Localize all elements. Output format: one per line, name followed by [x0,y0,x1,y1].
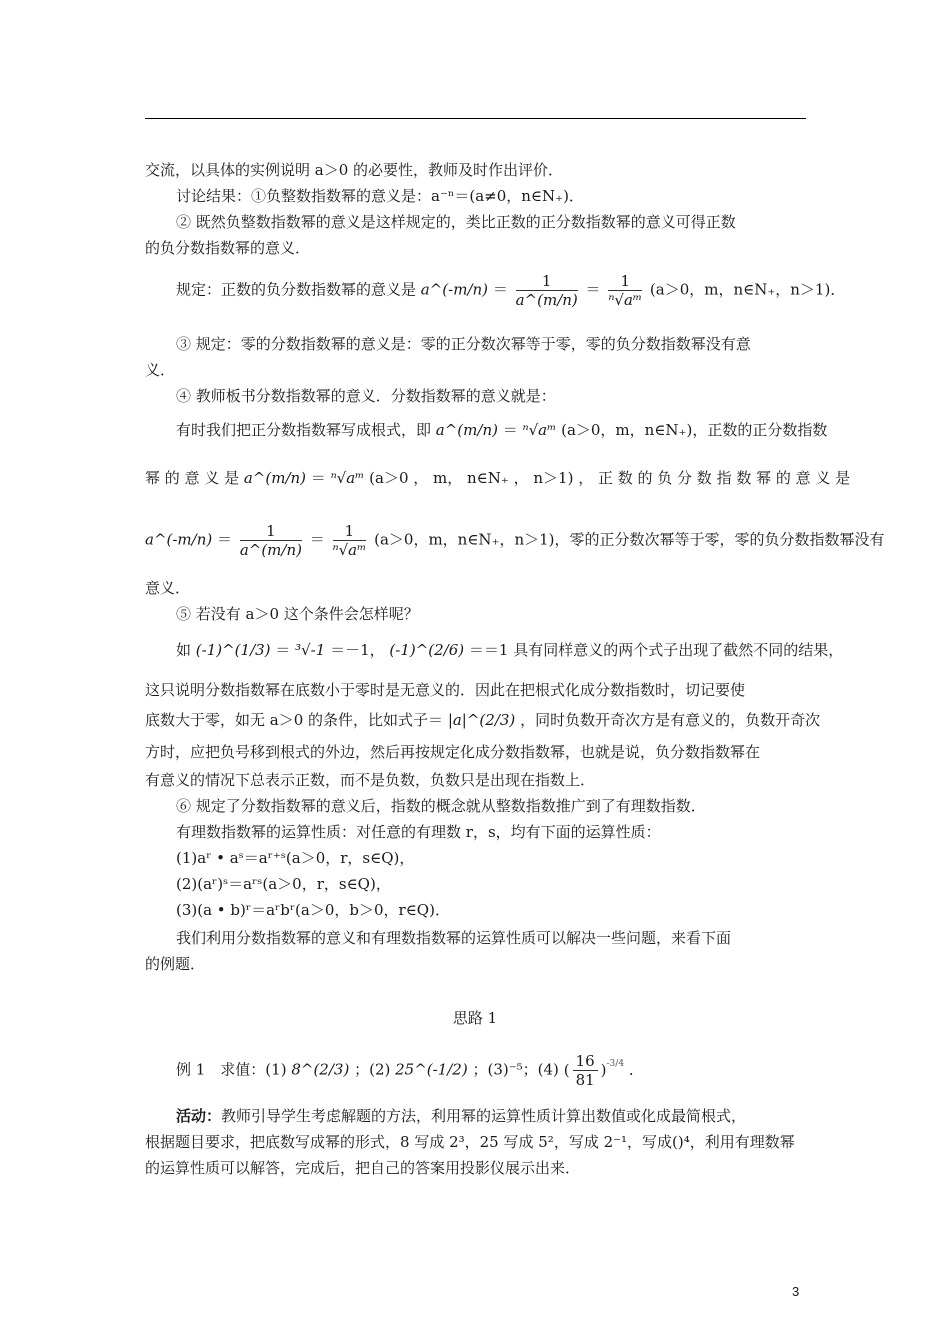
text-line: ⑥ 规定了分数指数幂的意义后，指数的概念就从整数指数推广到了有理数指数． [176,797,706,815]
paren-fraction: ( $\frac{16}{81}$ )$^{-3/4}$ [563,1052,625,1089]
text-segment: 如 [176,641,192,659]
text-segment: 幂 的 意 义 是 [145,469,240,487]
fraction-denominator: a^(m/n) [239,541,302,559]
text-line: 这只说明分数指数幂在底数小于零时是无意义的．因此在把根式化成分数指数时，切记要使 [145,681,746,699]
text-segment: ；(2) [354,1060,391,1079]
fraction-numerator: 1 [608,272,642,291]
formula-line-root-form [176,420,827,440]
text-segment: 规定：正数的负分数指数幂的意义是 [176,280,417,299]
text-line: ② 既然负整数指数幂的意义是这样规定的，类比正数的正分数指数幂的意义可得正数 [176,213,736,231]
text-line: 有意义的情况下总表示正数，而不是负数，负数只是出现在指数上． [145,771,596,789]
math-eq: ＝ [502,421,518,439]
section-heading: 思路 1 [452,1009,498,1027]
math-a-mn: a^(m/n) [435,421,498,439]
math-root3: ³√-1 [295,641,326,659]
page-number: 3 [792,1284,800,1299]
math-eq: ＝ [275,641,291,659]
activity-label: 活动： [176,1107,222,1125]
math-eq: ＝ [310,469,326,487]
fraction [516,272,578,309]
text-segment: 例 1 求值：(1) [176,1060,287,1079]
text-segment: 教师引导学生考虑解题的方法，利用幂的运算性质计算出数值或化成最简根式， [221,1107,747,1125]
text-segment: (a＞0，m，n∈N₊，n＞1)． [649,280,846,299]
formula-line-example-1 [176,1052,644,1089]
text-line: ③ 规定：零的分数指数幂的意义是：零的正分数次幂等于零，零的负分数指数幂没有意 [176,335,751,353]
fraction-denominator: 81 [575,1071,595,1089]
math-neg-def: a^(-m/n) [420,280,489,299]
text-segment: ． [628,1060,644,1079]
formula-line-negative-def [145,522,885,559]
math-root: ⁿ√aᵐ [330,469,365,487]
math-e1: 8^(2/3) [291,1060,350,1079]
math-neg-def: a^(-m/n) [145,530,213,549]
math-root: ⁿ√aᵐ [522,421,557,439]
text-segment: ，同时负数开奇次方是有意义的，负数开奇次 [520,711,821,729]
text-segment: (a＞0 ， m， n∈N₊ ， n＞1) ， 正 数 的 负 分 数 指 数 幂 的 意 义 是 [369,469,851,487]
fraction-denominator: ⁿ√aᵐ [332,541,367,559]
math-cube: (-1)^(1/3) [195,641,271,659]
text-line: 交流，以具体的实例说明 a＞0 的必要性，教师及时作出评价． [145,161,564,179]
formula-line-abs [145,710,820,730]
fraction-denominator: ⁿ√aᵐ [608,291,643,309]
formula-line-negative-exponent [176,272,845,309]
formula-line-positive-def [145,468,850,488]
text-segment: ；(3)⁻⁵；(4) [472,1060,559,1079]
text-segment: 底数大于零，如无 a＞0 的条件，比如式子＝ [145,711,444,729]
fraction-numerator: 1 [240,522,302,541]
fraction-denominator: a^(m/n) [515,291,578,309]
exponent: -3/4 [606,1058,625,1069]
math-e2: 25^(-1/2) [395,1060,468,1079]
text-line: 根据题目要求，把底数写成幂的形式，8 写成 2³，25 写成 5²，写成 2⁻¹，写成()⁴，利用有理数幂 [145,1133,795,1151]
text-line: 我们利用分数指数幂的意义和有理数指数幂的运算性质可以解决一些问题，来看下面 [176,929,732,947]
math-eq: ＝ [585,280,601,299]
text-segment: 有时我们把正分数指数幂写成根式，即 [176,421,432,439]
math-a-mn: a^(m/n) [243,469,307,487]
fraction [608,272,642,309]
text-line: (2)(aʳ)ˢ＝aʳˢ(a＞0，r，s∈Q)， [176,875,391,893]
fraction [240,522,302,559]
text-line: 有理数指数幂的运算性质：对任意的有理数 r，s，均有下面的运算性质： [176,823,661,841]
text-line: 讨论结果：①负整数指数幂的意义是：a⁻ⁿ＝(a≠0，n∈N₊)． [176,187,584,205]
text-segment: (a＞0，m，n∈N₊，n＞1)，零的正分数次幂等于零，零的负分数指数幂没有 [374,530,885,549]
text-line: (3)(a • b)ʳ＝aʳbʳ(a＞0，b＞0，r∈Q)． [176,901,450,919]
formula-line-example-negative-base [176,640,843,660]
fraction [573,1052,598,1089]
text-line: ④ 教师板书分数指数幂的意义．分数指数幂的意义就是： [176,387,556,405]
math-eq: ＝ [309,530,325,549]
math-eq: ＝ [492,280,508,299]
text-line: (1)aʳ • aˢ＝aʳ⁺ˢ(a＞0，r，s∈Q)， [176,849,415,867]
text-line: ⑤ 若没有 a＞0 这个条件会怎样呢？ [176,605,419,623]
fraction-numerator: 1 [516,272,578,291]
text-segment: ＝＝1 具有同样意义的两个式子出现了截然不同的结果， [468,641,844,659]
math-abs: |a|^(2/3) [447,711,516,729]
text-line: 意义． [145,579,191,597]
text-line: 的例题． [145,955,206,973]
math-six: (-1)^(2/6) [389,641,465,659]
text-segment: ＝－1， [330,641,385,659]
math-eq: ＝ [217,530,233,549]
text-line: 义． [145,361,176,379]
fraction-numerator: 16 [573,1052,598,1071]
text-line: 的运算性质可以解答，完成后，把自己的答案用投影仪展示出来． [145,1159,581,1177]
text-segment: (a＞0，m，n∈N₊)，正数的正分数指数 [561,421,828,439]
text-line: 的负分数指数幂的意义． [145,239,311,257]
activity-line [176,1106,746,1126]
fraction-numerator: 1 [333,522,367,541]
header-rule [145,118,806,119]
text-line: 方时，应把负号移到根式的外边，然后再按规定化成分数指数幂，也就是说，负分数指数幂在 [145,743,761,761]
fraction [333,522,367,559]
